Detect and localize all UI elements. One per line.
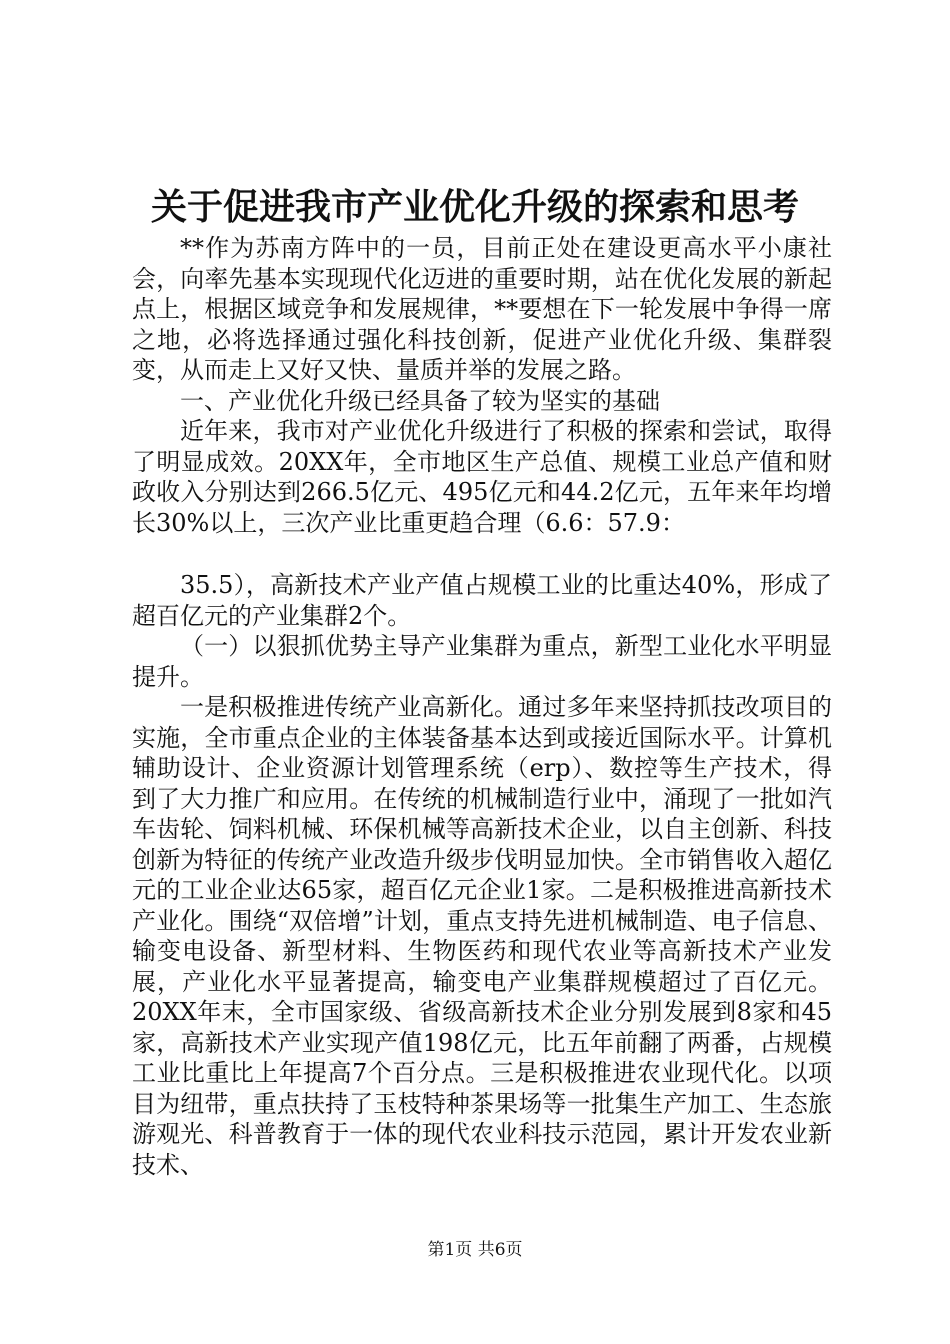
paragraph-intro: **作为苏南方阵中的一员，目前正处在建设更高水平小康社会，向率先基本实现现代化迈进的重要时期，站在优化发展的新起点上，根据区域竞争和发展规律，**要想在下一轮发展中争得一席之地，必将选择通过强化科技创新，促进产业优化升级、集群裂变，从而走上又好又快、量质并举的发展之路。 (132, 234, 832, 384)
subsection-heading-1: （一）以狠抓优势主导产业集群为重点，新型工业化水平明显提升。 (132, 632, 832, 691)
paragraph-details: 一是积极推进传统产业高新化。通过多年来坚持抓技改项目的实施，全市重点企业的主体装备基本达到或接近国际水平。计算机辅助设计、企业资源计划管理系统（erp）、数控等生产技术，得到了大力推广和应用。在传统的机械制造行业中，涌现了一批如汽车齿轮、饲料机械、环保机械等高新技术企业，以自主创新、科技创新为特征的传统产业改造升级步伐明显加快。全市销售收入超亿元的工业企业达65家，超百亿元企业1家。二是积极推进高新技术产业化。围绕“双倍增”计划，重点支持先进机械制造、电子信息、输变电设备、新型材料、生物医药和现代农业等高新技术产业发展，产业化水平显著提高，输变电产业集群规模超过了百亿元。20XX年末，全市国家级、省级高新技术企业分别发展到8家和45家，高新技术产业实现产值198亿元，比五年前翻了两番，占规模工业比重比上年提高7个百分点。三是积极推进农业现代化。以项目为纽带，重点扶持了玉枝特种茶果场等一批集生产加工、生态旅游观光、科普教育于一体的现代农业科技示范园，累计开发农业新技术、 (132, 693, 832, 1179)
body-block-top (132, 233, 832, 538)
paragraph-continuation: 35.5），高新技术产业产值占规模工业的比重达40%，形成了超百亿元的产业集群2个。 (132, 571, 832, 630)
paragraph-achievements: 近年来，我市对产业优化升级进行了积极的探索和尝试，取得了明显成效。20XX年，全市地区生产总值、规模工业总产值和财政收入分别达到266.5亿元、495亿元和44.2亿元，五年来年均增长30%以上，三次产业比重更趋合理（6.6：57.9： (132, 417, 832, 537)
page-footer: 第1页 共6页 (427, 1240, 523, 1260)
body-block-bottom (132, 570, 832, 1180)
document-title: 关于促进我市产业优化升级的探索和思考 (150, 187, 799, 228)
section-heading-1: 一、产业优化升级已经具备了较为坚实的基础 (180, 386, 660, 415)
